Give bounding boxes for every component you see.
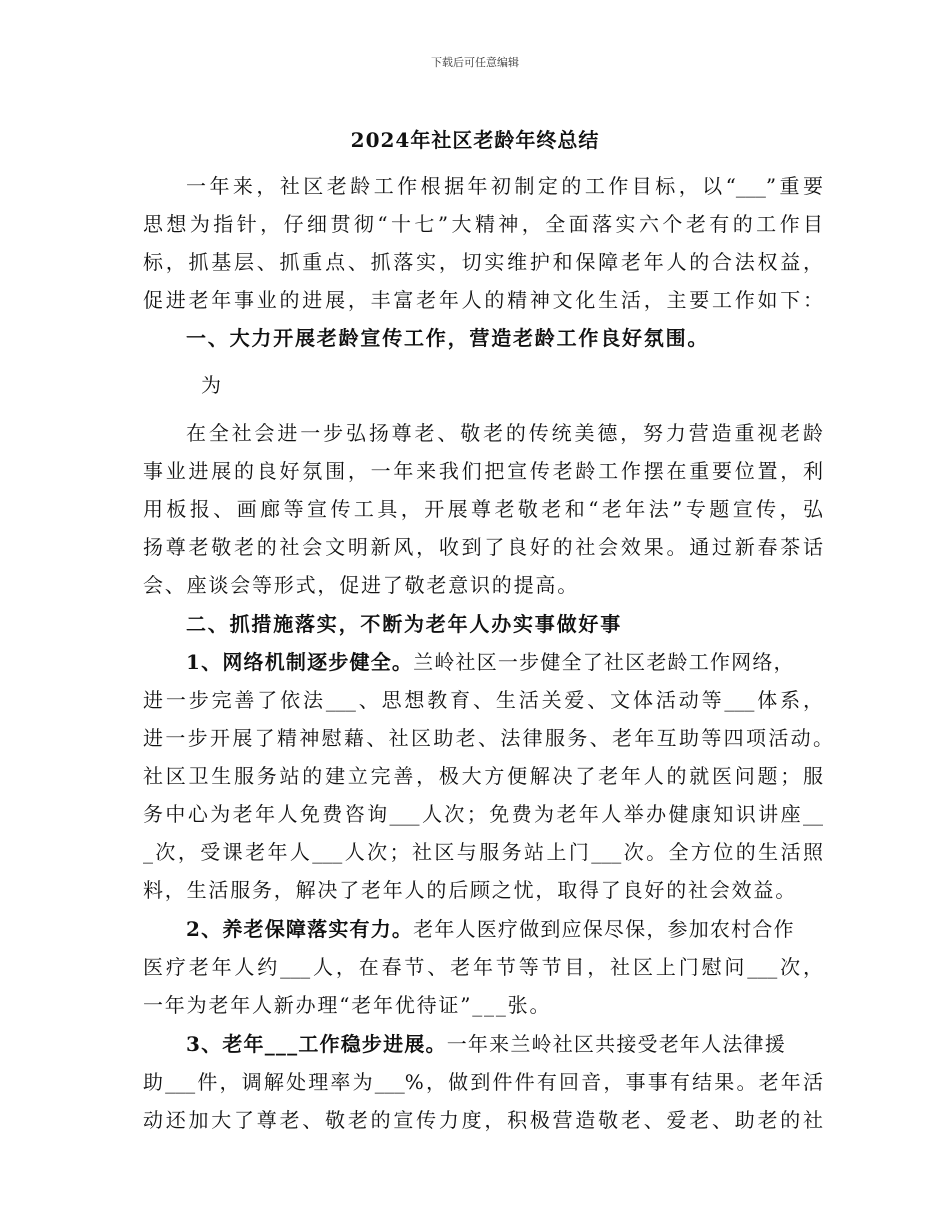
- item-heading-3: 3、老年___工作稳步进展。: [186, 1032, 447, 1056]
- paragraph-line-3: [186, 1029, 823, 1059]
- item-text: 一年来兰岭社区共接受老年人法律援: [446, 1032, 786, 1056]
- header-note: 下载后可任意编辑: [431, 56, 519, 69]
- document-title: 2024年社区老龄年终总结: [350, 128, 600, 152]
- paragraph-line: 医疗老年人约___人，在春节、老年节等节目，社区上门慰问___次，: [143, 955, 823, 979]
- paragraph-line: _次，受课老年人___人次；社区与服务站上门___次。全方位的生活照: [143, 840, 823, 864]
- section-heading-2: 二、抓措施落实，不断为老年人办实事做好事: [186, 612, 622, 636]
- paragraph-line: 务中心为老年人免费咨询___人次；免费为老年人举办健康知识讲座__: [143, 802, 823, 826]
- item-heading-2: 2、养老保障落实有力。: [186, 917, 414, 941]
- item-text: 老年人医疗做到应保尽保，参加农村合作: [413, 917, 795, 941]
- paragraph-line: 一年来，社区老龄工作根据年初制定的工作目标，以“___”重要: [186, 174, 823, 198]
- item-text: 兰岭社区一步健全了社区老龄工作网络，: [413, 650, 795, 674]
- paragraph-line: 扬尊老敬老的社会文明新风，收到了良好的社会效果。通过新春茶话: [143, 535, 823, 559]
- paragraph-line: 用板报、画廊等宣传工具，开展尊老敬老和“老年法”专题宣传，弘: [143, 497, 823, 521]
- item-heading-1: 1、网络机制逐步健全。: [186, 650, 414, 674]
- paragraph-line: 进一步开展了精神慰藉、社区助老、法律服务、老年互助等四项活动。: [143, 726, 833, 750]
- paragraph-line: 标，抓基层、抓重点、抓落实，切实维护和保障老年人的合法权益，: [143, 250, 823, 274]
- paragraph-line: 促进老年事业的进展，丰富老年人的精神文化生活，主要工作如下：: [143, 288, 823, 312]
- paragraph-line-2: [186, 914, 823, 944]
- paragraph-line: 动还加大了尊老、敬老的宣传力度，积极营造敬老、爱老、助老的社: [143, 1108, 823, 1132]
- section-heading-1: 一、大力开展老龄宣传工作，营造老龄工作良好氛围。: [186, 326, 710, 350]
- paragraph-line: 会、座谈会等形式，促进了敬老意识的提高。: [143, 573, 579, 597]
- paragraph-line: 思想为指针，仔细贯彻“十七”大精神，全面落实六个老有的工作目: [143, 212, 823, 236]
- paragraph-line: 一年为老年人新办理“老年优待证”___张。: [143, 993, 552, 1017]
- paragraph-line: 事业进展的良好氛围，一年来我们把宣传老龄工作摆在重要位置，利: [143, 459, 823, 483]
- paragraph-line: 社区卫生服务站的建立完善，极大方便解决了老年人的就医问题；服: [143, 764, 823, 788]
- paragraph-line: 料，生活服务，解决了老年人的后顾之忧，取得了良好的社会效益。: [143, 878, 797, 902]
- stray-character: 为: [201, 373, 223, 397]
- paragraph-line-1: [186, 647, 823, 677]
- paragraph-line: 在全社会进一步弘扬尊老、敬老的传统美德，努力营造重视老龄: [186, 421, 823, 445]
- paragraph-line: 助___件，调解处理率为___%，做到件件有回音，事事有结果。老年活: [143, 1070, 823, 1094]
- paragraph-line: 进一步完善了依法___、思想教育、生活关爱、文体活动等___体系，: [143, 688, 823, 712]
